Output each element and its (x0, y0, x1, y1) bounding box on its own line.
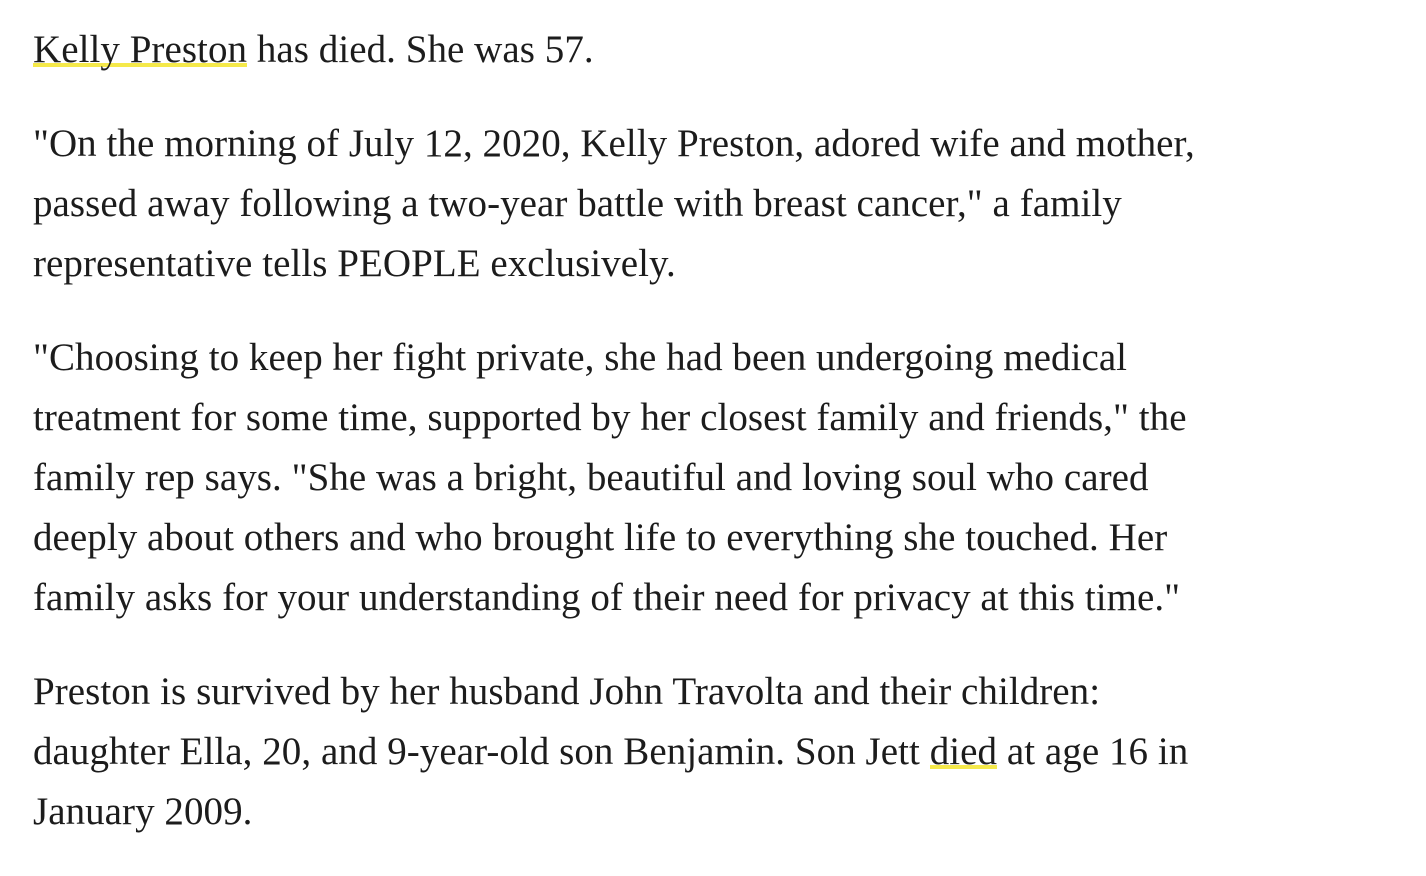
paragraph-text: daughter Ella, 20, and 9-year-old son Benjamin. Son Jett (33, 730, 930, 773)
paragraph-family-rep-quote (33, 328, 1413, 628)
paragraph-line (33, 722, 1413, 782)
paragraph-line: "Choosing to keep her fight private, she had been undergoing medical (33, 336, 1128, 379)
paragraph-line: Preston is survived by her husband John Travolta and their children: (33, 670, 1101, 713)
paragraph-line: "On the morning of July 12, 2020, Kelly Preston, adored wife and mother, (33, 122, 1195, 165)
paragraph-line: passed away following a two-year battle with breast cancer," a family (33, 182, 1122, 225)
paragraph-line: January 2009. (33, 790, 253, 833)
died-link[interactable]: died (929, 730, 998, 773)
kelly-preston-link[interactable]: Kelly Preston (33, 28, 248, 71)
paragraph-text: at age 16 in (997, 730, 1189, 773)
paragraph-line: treatment for some time, supported by her closest family and friends," the (33, 396, 1187, 439)
article-body (33, 20, 1413, 876)
paragraph-line: family rep says. "She was a bright, beautiful and loving soul who cared (33, 456, 1149, 499)
paragraph-text: has died. She was 57. (247, 28, 594, 71)
paragraph-line (33, 20, 1413, 80)
paragraph-family-statement (33, 114, 1413, 294)
paragraph-line: deeply about others and who brought life to everything she touched. Her (33, 516, 1168, 559)
paragraph-line: representative tells PEOPLE exclusively. (33, 242, 676, 285)
paragraph-line: family asks for your understanding of their need for privacy at this time." (33, 576, 1181, 619)
paragraph-survivors (33, 662, 1413, 842)
paragraph-death-announcement (33, 20, 1413, 80)
